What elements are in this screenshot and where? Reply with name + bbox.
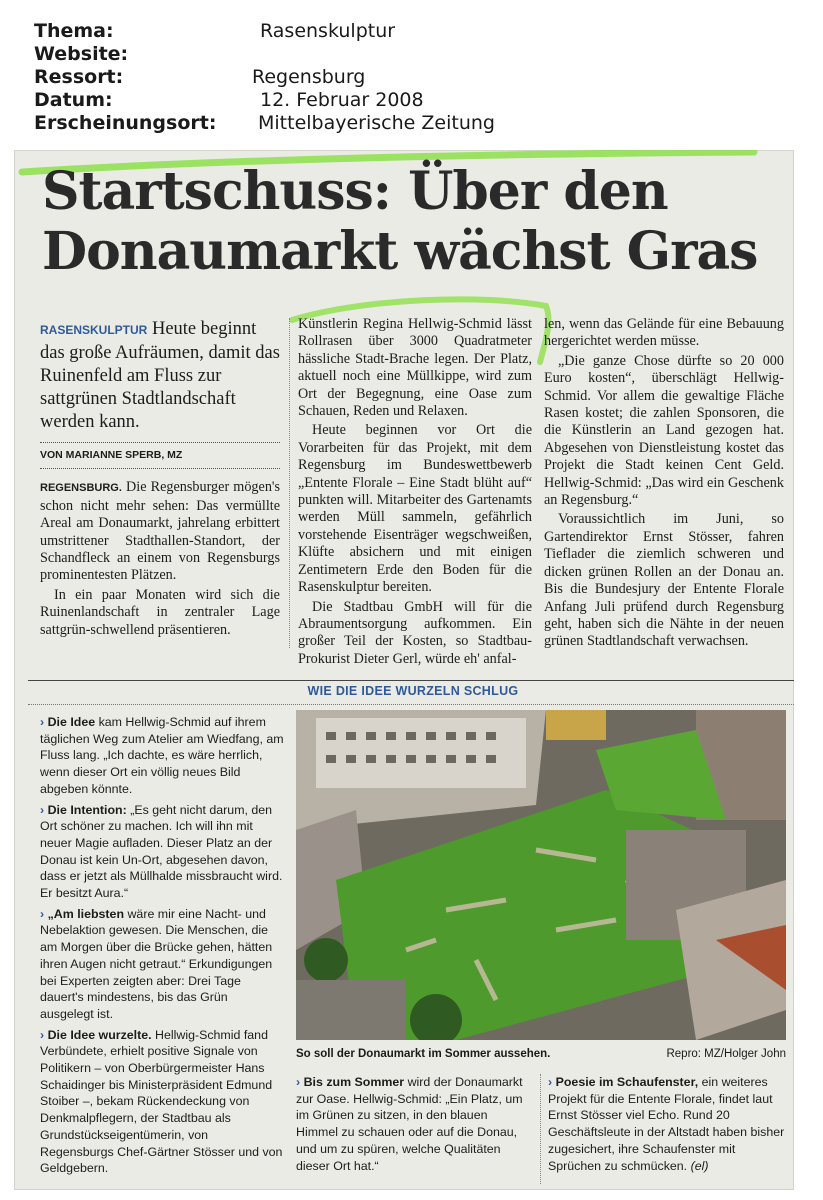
arrow-icon: ›: [40, 715, 45, 729]
photo-credit: Repro: MZ/Holger John: [666, 1048, 786, 1060]
box-item-intention: › Die Intention: „Es geht nicht darum, den Ort schöner zu machen. Ich will ihn mit neuer Magie aufladen. Dieser Platz an der Donau ist kein Un-Ort, abgesehen davon, dass er jetzt als Müllhalde missbraucht wird. Er besitzt Aura.“: [40, 802, 283, 901]
box-column-left: [40, 714, 284, 1181]
col3-paragraph-3: Voraussichtlich im Juni, so Gartendirektor Ernst Stösser, fahren Tieflader die ziemlich schweren und dicken grünen Rollen an der Donau an. Bis die Bundesjury der Entente Florale Anfang Juli prüfend durch Regensburg geht, haben sich die Nähte in der neuen grünen Stadtlandschaft verwachsen.: [544, 511, 784, 650]
article-column-2: [298, 316, 532, 670]
datum-value: 12. Februar 2008: [260, 89, 424, 111]
box-title-rule: [28, 704, 794, 705]
aerial-photo-drawing: [296, 710, 786, 1040]
col1-paragraph-2: In ein paar Monaten wird sich die Ruinenlandschaft in zentraler Lage sattgrün-schwellend präsentieren.: [40, 586, 280, 638]
article-column-3: [544, 316, 784, 653]
box-item-am-liebsten: › „Am liebsten wäre mir eine Nacht- und Nebelaktion gewesen. Die Menschen, die am Morgen über die Brücke gehen, hätten ihren Augen nicht getraut.“ Erkundigungen bei Experten zeigten aber: Drei Tage dauert's mindestens, bis das Grün ausgelegt ist.: [40, 906, 273, 1021]
box-title: WIE DIE IDEE WURZELN SCHLUG: [307, 684, 519, 698]
box-column-right: [548, 1074, 788, 1178]
box-item-wurzelte: › Die Idee wurzelte. Hellwig-Schmid fand Verbündete, erhielt positive Signale von Politikern – von Oberbürgermeister Hans Schaidinger bis Ministerpräsident Edmund Stoiber –, bekam Rückendeckung von Denkmalpflegern, der Stadtbau als Grundstückseigentümerin, von Regensburgs Chef-Gärtner Stösser und von Geldgebern.: [40, 1027, 283, 1176]
arrow-icon: ›: [40, 802, 45, 817]
photo-caption-row: [296, 1048, 786, 1060]
byline: VON MARIANNE SPERB, MZ: [40, 442, 280, 469]
photo-caption: So soll der Donaumarkt im Sommer aussehen.: [296, 1048, 551, 1060]
erscheinungsort-label: Erscheinungsort:: [34, 112, 217, 134]
newspaper-clipping: [14, 150, 794, 1190]
col2-paragraph-2: Heute beginnen vor Ort die Vorarbeiten für das Projekt, mit dem Regensburg im Bundeswettbewerb „Entente Florale – Eine Stadt blüht auf“ punkten will. Mitarbeiter des Gartenamts werden Müll sammeln, gefährlich vorstehende Eisenträger wegschweißen, Klüfte absichern und mit einigen Zentimetern Erde den Boden für die Rasenskulptur bereiten.: [298, 422, 532, 596]
dateline: REGENSBURG.: [40, 482, 122, 495]
teaser: Heute beginnt das große Aufräumen, damit das Ruinenfeld am Fluss zur sattgrünen Stadtlandschaft werden kann.: [40, 319, 280, 432]
col3-paragraph-2: „Die ganze Chose dürfte so 20 000 Euro kosten“, überschlägt Hellwig-Schmid. Vor allem die gewaltige Fläche Rasen kostet; die zahlen Sponsoren, die die Künstlerin an Land gezogen hat. Abgesehen von Dienstleistung kostet das Projekt die Stadt keinen Cent Geld. Hellwig-Schmid: „Das wird ein Geschenk an Regensburg.“: [544, 352, 784, 509]
box-top-rule: [28, 680, 794, 681]
arrow-icon: ›: [296, 1075, 301, 1089]
box-item-idee: › Die Idee kam Hellwig-Schmid auf ihrem täglichen Weg zum Atelier am Wiedfang, am Fluss lang. „Ich dachte, es wäre herrlich, wenn dieser Ort ein völlig neues Bild abgeben könnte.: [40, 715, 284, 796]
arrow-icon: ›: [40, 1027, 45, 1042]
rubric: RASENSKULPTUR: [40, 323, 148, 337]
aerial-photo-donaumarkt: [296, 710, 786, 1040]
arrow-icon: ›: [40, 906, 45, 921]
ressort-value: Regensburg: [252, 66, 366, 88]
col2-paragraph-3: Die Stadtbau GmbH will für die Abraumentsorgung aufkommen. Ein großer Teil der Kosten, so Stadtbau-Prokurist Dieter Gerl, würde eh' anfal-: [298, 598, 532, 667]
headline-line-2: Donaumarkt wächst Gras: [42, 221, 758, 282]
column-divider: [289, 318, 290, 648]
box-column-divider: [540, 1074, 541, 1184]
box-item-poesie: › Poesie im Schaufenster, ein weiteres Projekt für die Entente Florale, findet laut Ernst Stösser viel Echo. Rund 20 Geschäftsleute in der Altstadt haben bisher zugesichert, ihre Schaufenster mit Sprüchen zu schmücken. (el): [548, 1075, 785, 1173]
ressort-label: Ressort:: [34, 66, 124, 88]
thema-value: Rasenskulptur: [260, 20, 396, 42]
box-item-sommer: › Bis zum Sommer wird der Donaumarkt zur Oase. Hellwig-Schmid: „Ein Platz, um im Grünen zu sitzen, in den blauen Himmel zu schauen oder auf die Donau, und um zu spüren, welche Qualitäten dieser Ort hat.“: [296, 1075, 523, 1173]
document-metadata: [34, 20, 794, 135]
thema-label: Thema:: [34, 20, 114, 42]
erscheinungsort-value: Mittelbayerische Zeitung: [258, 112, 495, 134]
arrow-icon: ›: [548, 1075, 553, 1089]
headline-line-1: Startschuss: Über den: [42, 161, 668, 222]
box-column-middle: [296, 1074, 532, 1178]
datum-label: Datum:: [34, 89, 113, 111]
author-initials: (el): [690, 1158, 709, 1173]
website-label: Website:: [34, 43, 129, 65]
headline: [42, 162, 782, 282]
article-column-1: [40, 318, 280, 641]
col3-paragraph-1: len, wenn das Gelände für eine Bebauung hergerichtet werden müsse.: [544, 316, 784, 350]
col1-paragraph-1: Die Regensburger mögen's schon nicht mehr sehen: Das vermüllte Areal am Donaumarkt, jahrelang erbittert umstrittener Stadthallen-Standort, der Schandfleck an einem von Regensburgs prominentesten Plätzen.: [40, 479, 280, 584]
col2-paragraph-1: Künstlerin Regina Hellwig-Schmid lässt Rollrasen über 3000 Quadratmeter hässliche Stadt-Brache legen. Der Platz, aktuell noch eine Müllkippe, wird zum Ort der Begegnung, eine Oase zum Schauen, Reden und Relaxen.: [298, 316, 532, 420]
